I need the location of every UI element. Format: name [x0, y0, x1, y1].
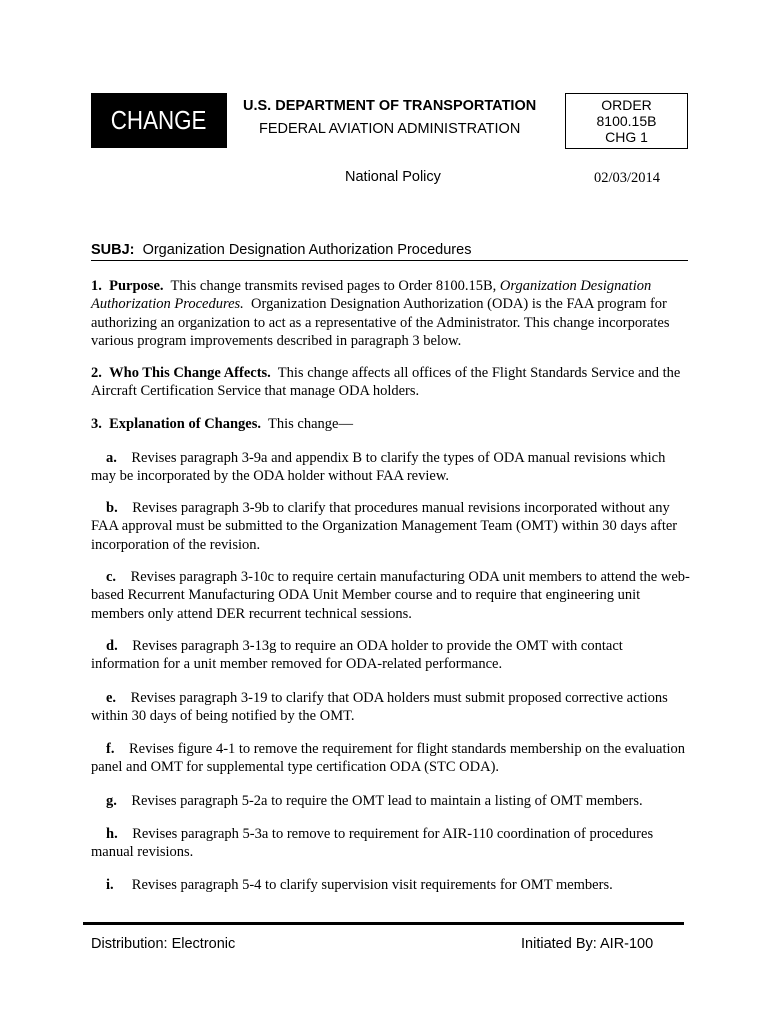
agency-name: FEDERAL AVIATION ADMINISTRATION [259, 121, 521, 137]
list-item [91, 689, 691, 726]
explanation-paragraph [91, 415, 691, 433]
item-label: c. [106, 569, 117, 585]
list-item [91, 876, 691, 894]
order-number: 8100.15B [596, 113, 657, 129]
subject-label: SUBJ: [91, 242, 135, 258]
item-text: Revises paragraph 3-9a and appendix B to clarify the types of ODA manual revisions which may be incorporated by the ODA holder without FAA review. [91, 450, 666, 485]
footer-divider [83, 922, 684, 925]
item-text: Revises figure 4-1 to remove the requirement for flight standards membership on the evaluation panel and OMT for supplemental type certification ODA (STC ODA). [91, 741, 686, 776]
subject-divider [91, 260, 688, 261]
item-text: Revises paragraph 3-10c to require certain manufacturing ODA unit members to attend the web-based Recurrent Manufacturing ODA Unit Member course and to require that engineering unit members only attend DER recurrent technical sessions. [91, 569, 690, 622]
order-label: ORDER [601, 97, 652, 113]
item-label: e. [106, 690, 117, 706]
item-label: b. [106, 500, 118, 516]
change-label-box [91, 93, 227, 148]
item-label: g. [106, 793, 117, 809]
list-item [91, 568, 691, 623]
list-item [91, 637, 691, 674]
order-change: CHG 1 [605, 129, 648, 145]
item-label: d. [106, 638, 118, 654]
list-item [91, 449, 691, 486]
list-item [91, 499, 691, 554]
item-label: a. [106, 450, 117, 466]
order-number-box [565, 93, 688, 149]
item-text: Revises paragraph 5-4 to clarify supervision visit requirements for OMT members. [131, 877, 613, 893]
purpose-text-b: Organization Designation Authorization (ODA) is the FAA program for authorizing an organization to act as a representative of the Administrator. This change incorporates various program improvements described in paragraph 3 below. [91, 296, 670, 350]
initiated-by-label: Initiated By: AIR-100 [521, 936, 654, 952]
purpose-order-title: Organization Designation Authorization Procedures. [91, 278, 652, 313]
distribution-label: Distribution: Electronic [91, 936, 236, 952]
subject-line [91, 242, 471, 258]
purpose-number: 1. [91, 278, 102, 294]
issue-date: 02/03/2014 [594, 170, 661, 186]
explanation-number: 3. [91, 416, 102, 432]
affects-paragraph [91, 364, 691, 401]
purpose-paragraph [91, 277, 691, 351]
item-text: Revises paragraph 5-3a to remove to requirement for AIR-110 coordination of procedures manual revisions. [91, 826, 654, 861]
item-text: Revises paragraph 3-19 to clarify that ODA holders must submit proposed corrective actions within 30 days of being notified by the OMT. [91, 690, 668, 725]
item-label: f. [106, 741, 115, 757]
item-text: Revises paragraph 3-13g to require an ODA holder to provide the OMT with contact information for a unit member removed for ODA-related performance. [91, 638, 623, 673]
item-text: Revises paragraph 5-2a to require the OMT lead to maintain a listing of OMT members. [131, 793, 643, 809]
department-name: U.S. DEPARTMENT OF TRANSPORTATION [243, 98, 537, 114]
affects-text: This change affects all offices of the Flight Standards Service and the Aircraft Certification Service that manage ODA holders. [91, 365, 681, 400]
item-text: Revises paragraph 3-9b to clarify that procedures manual revisions incorporated without any FAA approval must be submitted to the Organization Management Team (OMT) within 30 days after incorporation of the revision. [91, 500, 678, 553]
list-item [91, 740, 691, 777]
affects-number: 2. [91, 365, 102, 381]
affects-heading: Who This Change Affects. [109, 365, 271, 381]
policy-type: National Policy [345, 169, 441, 185]
purpose-text-a: This change transmits revised pages to Order 8100.15B, [170, 278, 497, 294]
item-label: i. [106, 877, 114, 893]
purpose-heading: Purpose. [109, 278, 164, 294]
item-label: h. [106, 826, 118, 842]
list-item [91, 825, 691, 862]
subject-text: Organization Designation Authorization Procedures [142, 242, 472, 258]
list-item [91, 792, 691, 810]
explanation-heading: Explanation of Changes. [109, 416, 262, 432]
explanation-text: This change— [268, 416, 353, 432]
change-label: CHANGE [111, 105, 207, 135]
